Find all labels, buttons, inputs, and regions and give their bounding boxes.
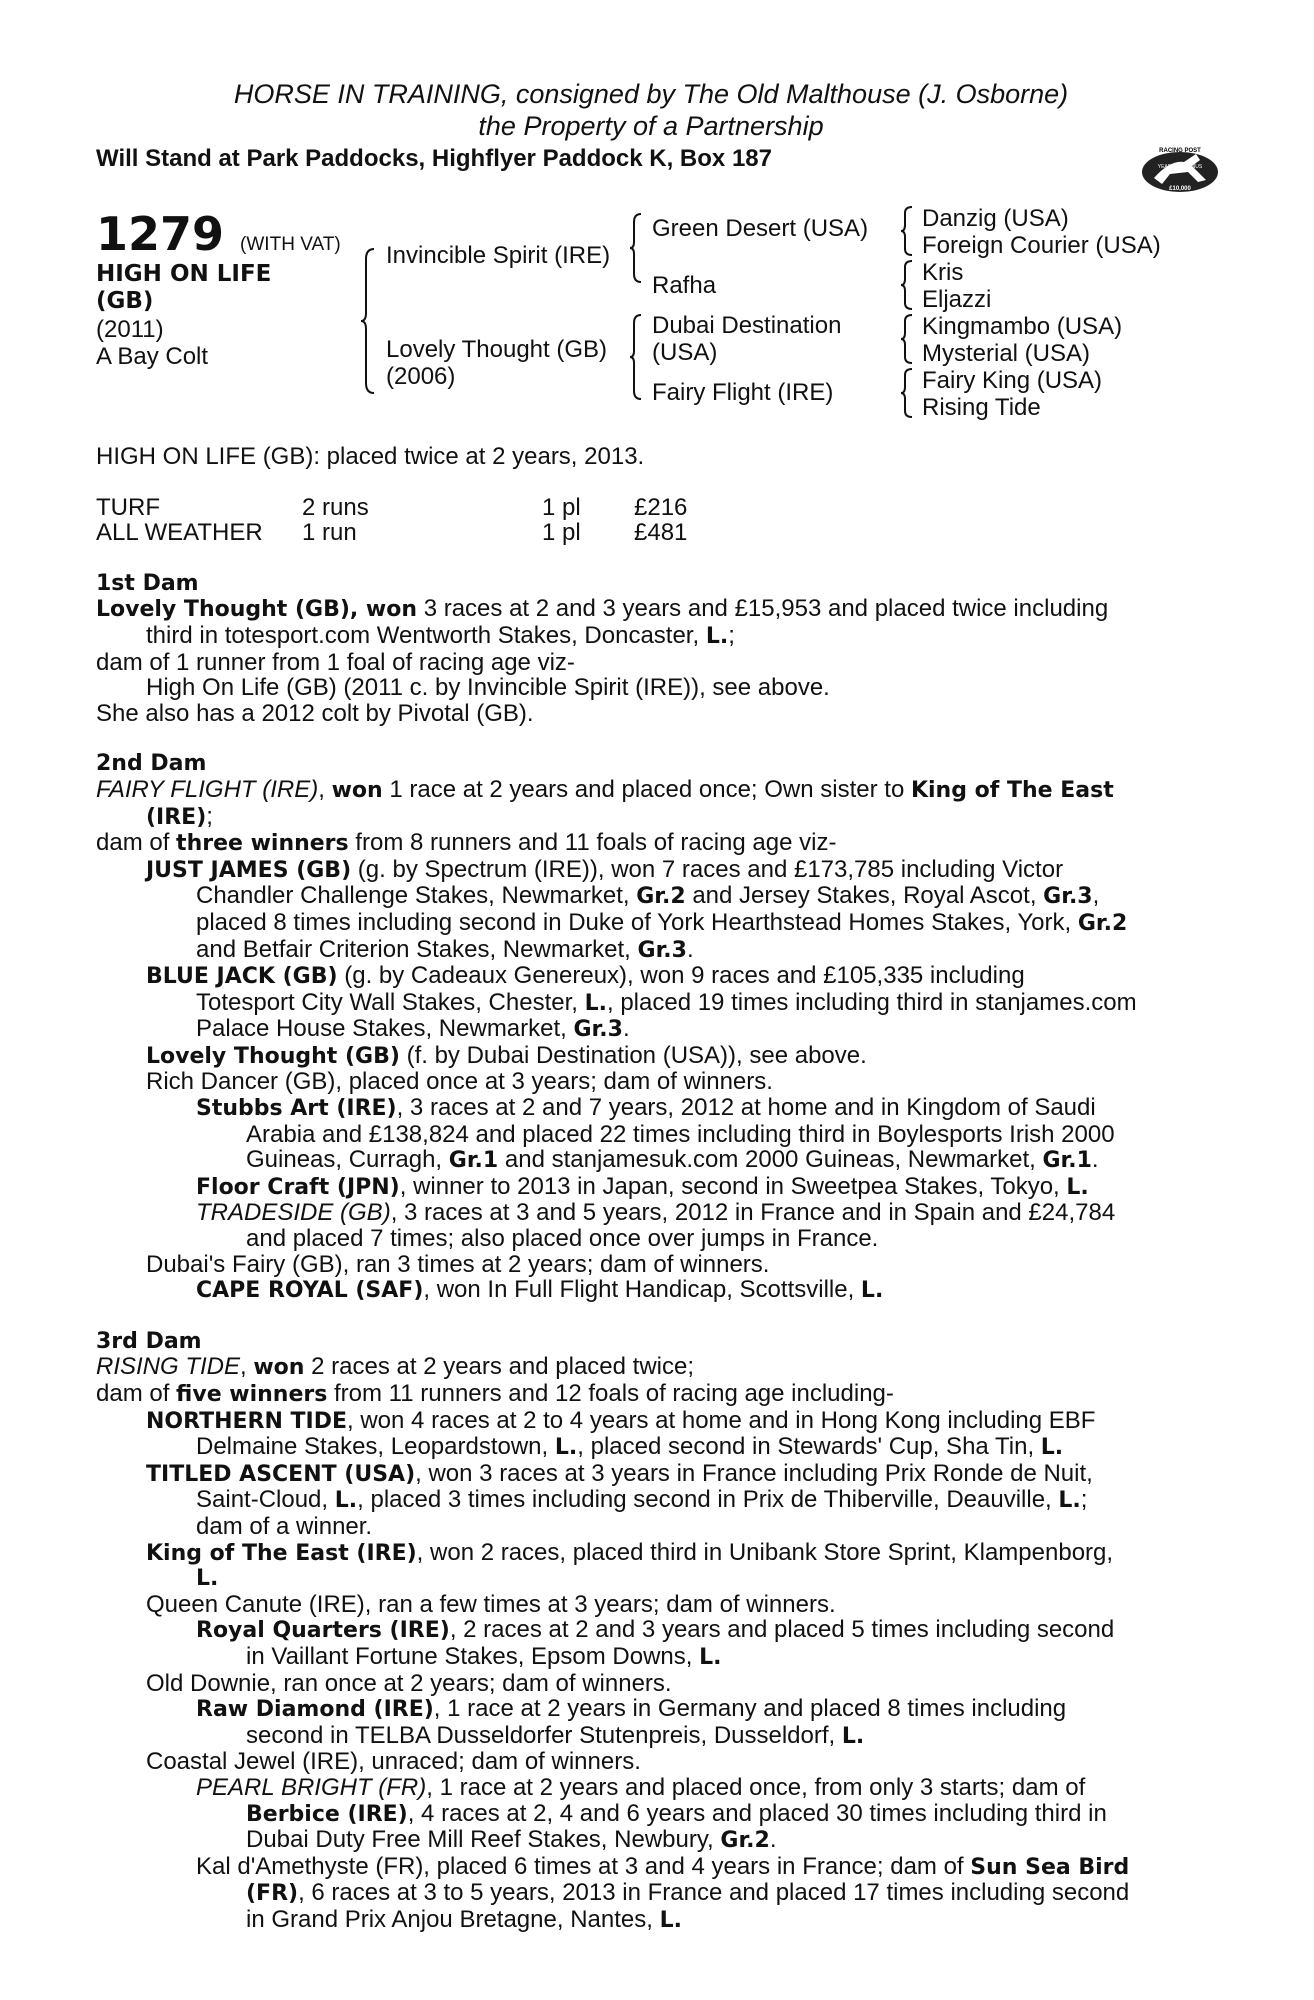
gg-sire-4: Fairy King (USA) (922, 367, 1103, 394)
horse-name: Lovely Thought (GB) (146, 1043, 400, 1069)
gg-dam-3: Mysterial (USA) (922, 340, 1091, 367)
race-grade: L. (1066, 1174, 1089, 1200)
text: , placed 3 times including second in Prix de Thiberville, Deauville, (357, 1486, 1059, 1514)
record-surface: TURF (96, 493, 160, 521)
text: Palace House Stakes, Newmarket, (196, 1015, 574, 1043)
vat-note: (WITH VAT) (240, 234, 341, 255)
text: five winners (176, 1382, 328, 1407)
property-line: the Property of a Partnership (478, 111, 824, 141)
text: , won 4 races at 2 to 4 years at home and in Hong Kong including EBF (347, 1406, 1096, 1434)
text: (f. by Dubai Destination (USA)), see above. (399, 1041, 867, 1069)
text: won (331, 777, 383, 803)
horse-country: (GB) (96, 288, 154, 314)
text: placed 8 times including second in Duke of York Hearthstead Homes Stakes, York, (196, 908, 1078, 936)
race-grade: Gr.1 (1042, 1148, 1092, 1174)
text: ; (1080, 1486, 1088, 1514)
race-grade: Gr.2 (1077, 910, 1128, 936)
horse-name: Royal Quarters (IRE) (196, 1618, 450, 1644)
race-grade: L. (699, 1644, 722, 1670)
horse-name: TRADESIDE (GB) (196, 1199, 391, 1227)
text: , won In Full Flight Handicap, Scottsville, (423, 1276, 861, 1304)
text: in Vaillant Fortune Stakes, Epsom Downs, (246, 1642, 700, 1670)
text: She also has a 2012 colt by Pivotal (GB). (96, 699, 534, 727)
text: three winners (176, 831, 349, 857)
yearling-bonus-logo (1140, 140, 1220, 200)
text: (g. by Cadeaux Genereux), won 9 races and £105,335 including (337, 962, 1025, 990)
gg-dam-2: Eljazzi (922, 286, 992, 313)
record-row (96, 520, 1206, 546)
bracket-3 (900, 205, 914, 257)
text: dam of (96, 829, 177, 857)
catalogue-body (96, 444, 1206, 1933)
dam-year: (2006) (386, 363, 456, 390)
race-grade: Gr.3 (1043, 884, 1093, 910)
text: dam of 1 runner from 1 foal of racing age viz- (96, 648, 575, 676)
third-dam-section (96, 1329, 1206, 1934)
horse-name: King of The East (910, 777, 1114, 803)
text: and Betfair Criterion Stakes, Newmarket, (196, 935, 638, 963)
text: . (686, 935, 694, 963)
section-heading: 3rd Dam (96, 1328, 202, 1354)
horse-name: King of The East (IRE) (146, 1540, 417, 1566)
text: . (769, 1826, 777, 1854)
text: Dubai's Fairy (GB), ran 3 times at 2 years; dam of winners. (146, 1250, 770, 1278)
text: , 1 race at 2 years in Germany and placed 8 times including (433, 1695, 1067, 1723)
horse-name: PEARL BRIGHT (FR) (196, 1773, 427, 1801)
gg-sire-1: Danzig (USA) (922, 205, 1069, 232)
text: , (318, 775, 332, 803)
race-grade: Gr.2 (720, 1828, 770, 1854)
text: , 3 races at 2 and 7 years, 2012 at home and in Kingdom of Saudi (396, 1094, 1096, 1122)
sire-dam: Rafha (652, 272, 717, 299)
text: , winner to 2013 in Japan, second in Sweetpea Stakes, Tokyo, (399, 1172, 1067, 1200)
text: , won 2 races, placed third in Unibank Store Sprint, Klampenborg, (416, 1538, 1114, 1566)
sire-sire: Green Desert (USA) (652, 215, 869, 242)
horse-name: TITLED ASCENT (USA) (146, 1461, 416, 1487)
text: Arabia and £138,824 and placed 22 times including third in Boylesports Irish 2000 (246, 1120, 1115, 1148)
foaling-year: (2011) (96, 316, 164, 343)
lot-number (96, 207, 341, 268)
sire-bracket (629, 212, 643, 284)
horse-name: BLUE JACK (GB) (146, 964, 338, 990)
text: Delmaine Stakes, Leopardstown, (196, 1433, 555, 1461)
race-grade: L. (841, 1723, 865, 1749)
text: Coastal Jewel (IRE), unraced; dam of winners. (146, 1748, 641, 1776)
text: ; (728, 621, 735, 649)
text: (IRE) (146, 804, 207, 830)
text: , 4 races at 2, 4 and 6 years and placed 30 times including third in (407, 1799, 1107, 1827)
gg-dam-4: Rising Tide (922, 394, 1041, 421)
text: (g. by Spectrum (IRE)), won 7 races and £173,785 including Victor (351, 855, 1064, 883)
consignor-line: HORSE IN TRAINING, consigned by The Old Malthouse (J. Osborne) (233, 79, 1069, 109)
horse-name: HIGH ON LIFE (96, 261, 272, 287)
badge-text-bottom: £10,000 (1169, 186, 1191, 192)
text: , (240, 1353, 254, 1381)
pedigree-chart (96, 205, 1246, 421)
text: 3 races at 2 and 3 years and £15,953 and placed twice including (417, 595, 1109, 623)
bracket-5 (900, 313, 914, 365)
race-grade: L. (1040, 1435, 1064, 1461)
dam-name: FAIRY FLIGHT (IRE) (96, 775, 319, 803)
text: from 8 runners and 11 foals of racing age viz- (348, 829, 837, 857)
race-summary: HIGH ON LIFE (GB): placed twice at 2 years, 2013. (96, 443, 645, 470)
text: second in TELBA Dusseldorfer Stutenpreis, Dusseldorf, (246, 1721, 842, 1749)
dam-sire-country: (USA) (652, 339, 718, 366)
horse-name: CAPE ROYAL (SAF) (196, 1278, 424, 1304)
text: Guineas, Curragh, (246, 1146, 449, 1174)
record-placed: 1 pl (542, 519, 581, 547)
race-grade: L. (334, 1488, 358, 1514)
text: Rich Dancer (GB), placed once at 3 years; dam of winners. (146, 1068, 773, 1096)
text: ; (206, 802, 213, 830)
text: in Grand Prix Anjou Bretagne, Nantes, (246, 1905, 660, 1933)
horse-name: Sun Sea Bird (970, 1854, 1130, 1880)
text: Chandler Challenge Stakes, Newmarket, (196, 882, 637, 910)
text: , 1 race at 2 years and placed once, from only 3 starts; dam of (426, 1773, 1086, 1801)
race-grade: L. (196, 1566, 219, 1592)
race-grade: L. (860, 1278, 884, 1304)
text: 2 races at 2 years and placed twice; (304, 1353, 695, 1381)
record-surface: ALL WEATHER (96, 519, 263, 547)
race-grade: L. (1058, 1488, 1081, 1514)
text: Dubai Duty Free Mill Reef Stakes, Newbury, (246, 1826, 721, 1854)
horse-name: JUST JAMES (GB) (146, 857, 352, 883)
text: dam of a winner. (196, 1512, 373, 1540)
dam-name: RISING TIDE (96, 1353, 241, 1381)
badge-text-mid: YEARLING BONUS (1157, 164, 1203, 170)
catalogue-header (96, 78, 1206, 174)
dam-bracket (629, 313, 643, 401)
text: and placed 7 times; also placed once over jumps in France. (246, 1225, 879, 1253)
gg-sire-3: Kingmambo (USA) (922, 313, 1123, 340)
horse-name: Floor Craft (JPN) (196, 1174, 400, 1200)
text: , placed second in Stewards' Cup, Sha Tin, (577, 1433, 1041, 1461)
text: , (1092, 882, 1100, 910)
text: Queen Canute (IRE), ran a few times at 3 years; dam of winners. (146, 1590, 836, 1618)
main-bracket (360, 247, 376, 395)
race-grade: L. (705, 623, 729, 649)
text: and Jersey Stakes, Royal Ascot, (685, 882, 1044, 910)
horse-name: Stubbs Art (IRE) (196, 1096, 397, 1122)
text: , 6 races at 3 to 5 years, 2013 in France and placed 17 times including second (298, 1879, 1130, 1907)
record-runs: 1 run (302, 519, 357, 547)
text: , won 3 races at 3 years in France including Prix Ronde de Nuit, (415, 1459, 1093, 1487)
gg-dam-1: Foreign Courier (USA) (922, 232, 1161, 259)
text: third in totesport.com Wentworth Stakes, Doncaster, (146, 621, 706, 649)
record-earnings: £216 (634, 493, 688, 521)
record-row (96, 495, 1206, 521)
bracket-6 (900, 367, 914, 419)
text: Saint-Cloud, (196, 1486, 335, 1514)
horse-description: A Bay Colt (96, 343, 209, 370)
text: . (622, 1015, 630, 1043)
text: from 11 runners and 12 foals of racing age including- (327, 1380, 894, 1407)
record-runs: 2 runs (302, 493, 369, 521)
race-grade: Gr.1 (448, 1148, 499, 1174)
text: , 3 races at 3 and 5 years, 2012 in France and in Spain and £24,784 (390, 1199, 1116, 1227)
bracket-4 (900, 259, 914, 311)
dam-sire: Dubai Destination (652, 312, 842, 339)
race-grade: Gr.3 (573, 1017, 623, 1043)
dam-name: Lovely Thought (GB), won (96, 597, 418, 623)
text: won (253, 1355, 305, 1381)
sire: Invincible Spirit (IRE) (386, 242, 611, 269)
horse-name: NORTHERN TIDE (146, 1408, 348, 1434)
race-grade: L. (659, 1907, 682, 1933)
gg-sire-2: Kris (922, 259, 964, 286)
text: dam of (96, 1380, 177, 1407)
text: Kal d'Amethyste (FR), placed 6 times at 3 and 4 years in France; dam of (196, 1852, 971, 1880)
record-placed: 1 pl (542, 493, 581, 521)
section-heading: 2nd Dam (96, 751, 207, 777)
text: Old Downie, ran once at 2 years; dam of winners. (146, 1669, 672, 1697)
race-grade: L. (554, 1435, 578, 1461)
section-heading: 1st Dam (96, 570, 199, 596)
race-record-table (96, 495, 1206, 546)
text: High On Life (GB) (2011 c. by Invincible Spirit (IRE)), see above. (146, 674, 830, 702)
first-dam-section (96, 571, 1206, 727)
race-grade: Gr.2 (636, 884, 686, 910)
dam-dam: Fairy Flight (IRE) (652, 379, 834, 406)
second-dam-section (96, 751, 1206, 1303)
text: 1 race at 2 years and placed once; Own sister to (382, 775, 911, 803)
record-earnings: £481 (634, 519, 688, 547)
text: , 2 races at 2 and 3 years and placed 5 times including second (449, 1616, 1115, 1644)
text: (FR) (246, 1881, 299, 1907)
text: . (1091, 1146, 1099, 1174)
horse-name: Raw Diamond (IRE) (196, 1697, 434, 1723)
text: , placed 19 times including third in stanjames.com (606, 988, 1137, 1016)
badge-text-top: RACING POST (1159, 148, 1201, 154)
dam: Lovely Thought (GB) (386, 336, 608, 363)
race-grade: Gr.3 (637, 937, 687, 963)
text: and stanjamesuk.com 2000 Guineas, Newmarket, (498, 1146, 1043, 1174)
stand-location: Will Stand at Park Paddocks, Highflyer Paddock K, Box 187 (96, 145, 772, 172)
race-grade: L. (584, 990, 607, 1016)
text: Totesport City Wall Stakes, Chester, (196, 988, 585, 1016)
horse-name: Berbice (IRE) (246, 1801, 408, 1827)
lot-number-value: 1279 (96, 207, 225, 261)
